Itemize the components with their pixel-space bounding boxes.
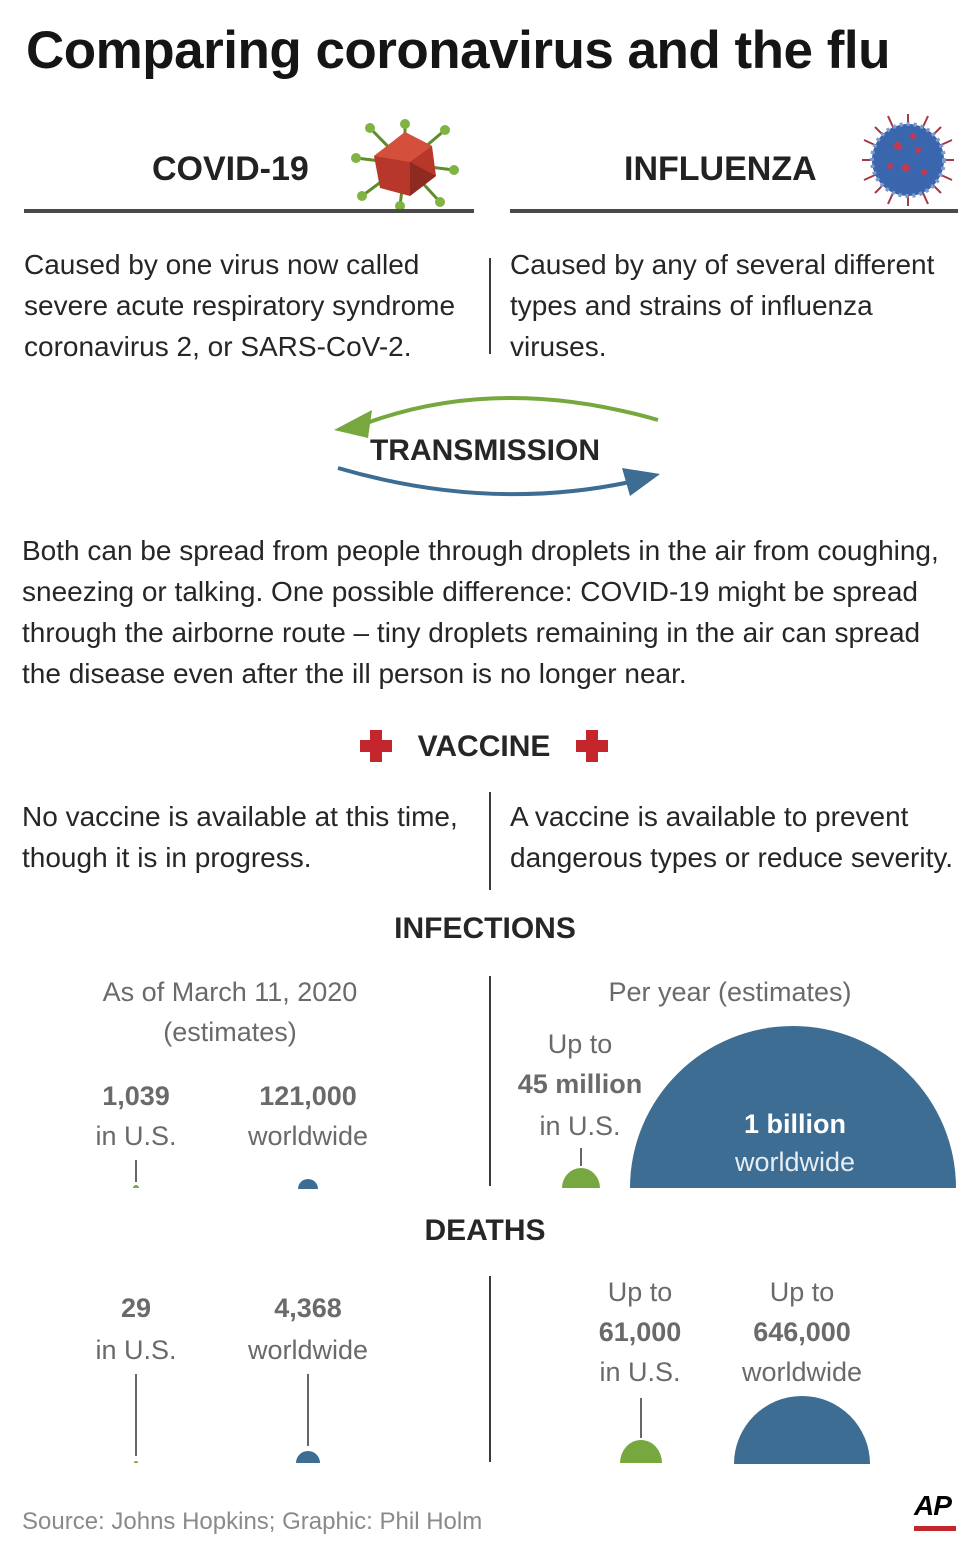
influenza-virus-icon xyxy=(858,110,958,210)
deaths-flu-world-value: 646,000 xyxy=(753,1317,851,1347)
transmission-heading: TRANSMISSION xyxy=(369,434,600,467)
influenza-cause-text: Caused by any of several different types and strains of influenza viruses. xyxy=(510,249,935,362)
ap-logo: AP xyxy=(914,1490,951,1521)
deaths-covid-world-stem xyxy=(307,1374,309,1446)
green-arrow-icon xyxy=(364,398,658,424)
deaths-flu-us-label: in U.S. xyxy=(599,1357,681,1387)
deaths-covid-us-value: 29 xyxy=(120,1293,152,1323)
blue-arrowhead xyxy=(622,468,660,496)
deaths-heading: DEATHS xyxy=(424,1214,546,1247)
deaths-flu-us-value: 61,000 xyxy=(598,1317,682,1347)
infections-flu-caption: Per year (estimates) xyxy=(608,977,852,1007)
infections-covid-caption-note: (estimates) xyxy=(163,1017,297,1047)
covid-vaccine-text: No vaccine is available at this time, though it is in progress. xyxy=(22,801,458,873)
infections-heading: INFECTIONS xyxy=(394,912,576,945)
deaths-covid-us-dome xyxy=(130,1456,142,1464)
deaths-covid-world-dome xyxy=(294,1446,322,1464)
infections-covid-us-label: in U.S. xyxy=(95,1121,177,1151)
infections-flu-us-dome xyxy=(560,1164,602,1188)
vaccine-divider xyxy=(489,792,491,890)
deaths-flu-us-dome xyxy=(618,1438,664,1464)
deaths-flu-world-dome xyxy=(734,1396,870,1464)
ap-logo-underline xyxy=(914,1526,956,1531)
influenza-heading: INFLUENZA xyxy=(624,150,817,188)
infections-covid-us-stem xyxy=(135,1160,137,1182)
source-credit: Source: Johns Hopkins; Graphic: Phil Holm xyxy=(22,1508,483,1535)
deaths-flu-world-label: worldwide xyxy=(741,1357,863,1387)
infections-flu-world-value: 1 billion xyxy=(743,1109,846,1139)
infections-flu-us-label: in U.S. xyxy=(539,1111,621,1141)
covid-heading-rule xyxy=(24,209,474,213)
covid-cause-text: Caused by one virus now called severe acute respiratory syndrome coronavirus 2, or SARS-CoV-2. xyxy=(24,249,456,362)
infections-covid-us-dome xyxy=(130,1182,142,1190)
deaths-covid-us-label: in U.S. xyxy=(95,1335,177,1365)
deaths-flu-world-prefix: Up to xyxy=(769,1277,835,1307)
medical-cross-icon xyxy=(358,728,394,764)
blue-arrow-icon xyxy=(338,468,630,494)
infections-covid-us-value: 1,039 xyxy=(102,1081,170,1111)
deaths-covid-us-stem xyxy=(135,1374,137,1456)
influenza-heading-rule xyxy=(510,209,958,213)
page-title: Comparing coronavirus and the flu xyxy=(26,21,890,80)
deaths-covid-world-label: worldwide xyxy=(247,1335,369,1365)
covid-heading: COVID-19 xyxy=(152,150,309,188)
infections-flu-us-value: 45 million xyxy=(517,1069,643,1099)
deaths-covid-world-value: 4,368 xyxy=(274,1293,342,1323)
vaccine-heading: VACCINE xyxy=(417,730,551,763)
deaths-divider xyxy=(489,1276,491,1462)
transmission-text: Both can be spread from people through droplets in the air from coughing, sneezing or talking. One possible difference: COVID-19 might be spread through the airborne route – tiny droplets remaining in the air can spread the disease even after the ill person is no longer near. xyxy=(22,535,939,689)
infections-covid-world-dome xyxy=(294,1176,322,1190)
cause-divider xyxy=(489,258,491,354)
infections-covid-world-label: worldwide xyxy=(247,1121,369,1151)
medical-cross-icon xyxy=(574,728,610,764)
infections-covid-world-value: 121,000 xyxy=(259,1081,357,1111)
infections-divider xyxy=(489,976,491,1186)
infections-flu-us-prefix: Up to xyxy=(547,1029,613,1059)
deaths-flu-us-prefix: Up to xyxy=(607,1277,673,1307)
influenza-vaccine-text: A vaccine is available to prevent dangerous types or reduce severity. xyxy=(510,801,954,873)
infections-flu-world-label: worldwide xyxy=(734,1147,856,1177)
deaths-flu-us-stem xyxy=(640,1398,642,1438)
coronavirus-particle-icon xyxy=(350,118,460,210)
infections-covid-caption: As of March 11, 2020 xyxy=(102,977,358,1007)
